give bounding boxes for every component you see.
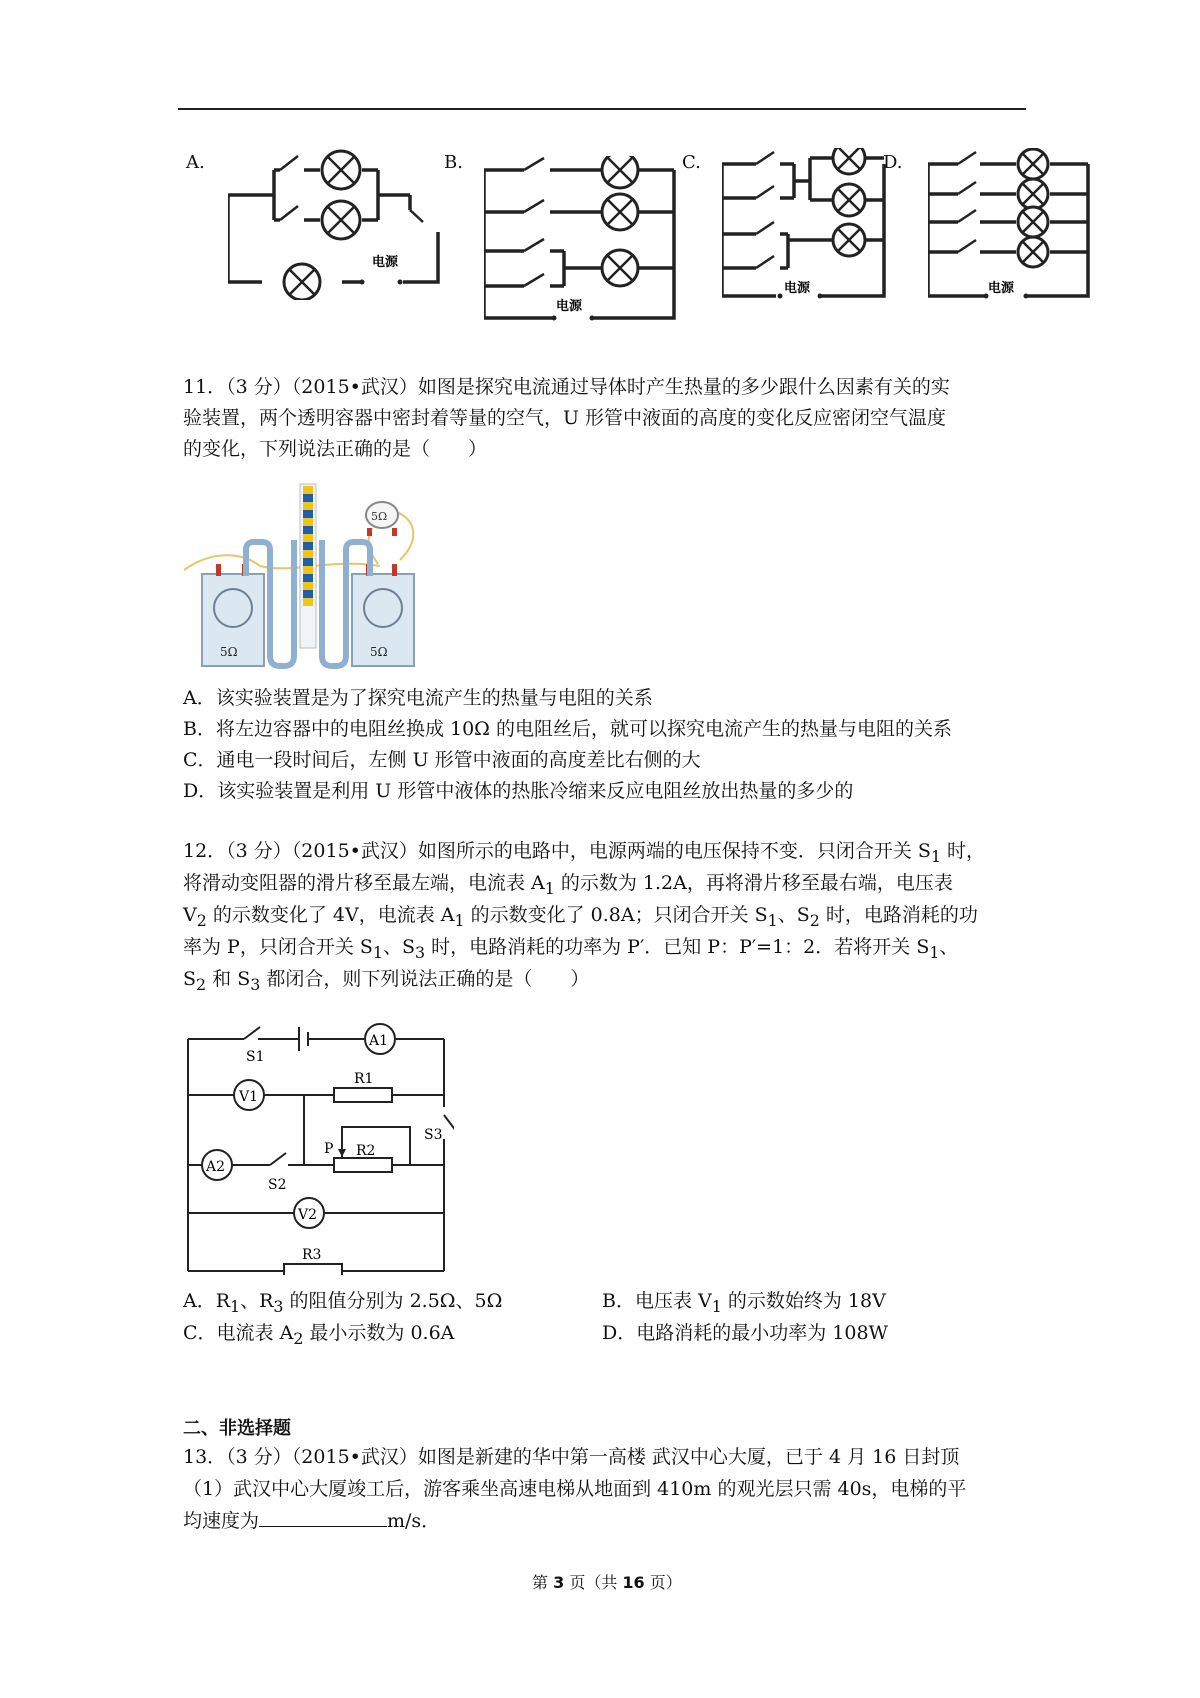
q10-circuit-d [928,148,1098,303]
q11-option-d: D．该实验装置是利用 U 形管中液体的热胀冷缩来反应电阻丝放出热量的多少的 [183,780,854,802]
q12-v1-label: V1 [239,1089,259,1105]
q12-stem-line2: 将滑动变阻器的滑片移至最左端，电流表 $A_1$ 的示数为 1.2A，再将滑片移至最右端，电压表 [183,872,953,898]
q11-option-c: C．通电一段时间后，左侧 U 形管中液面的高度差比右侧的大 [183,749,701,771]
q12-stem-line3: $V_2$ 的示数变化了 4V，电流表 $A_1$ 的示数变化了 0.8A；只闭合开关 $S_1$、$S_2$ 时，电路消耗的功 [183,904,978,930]
q13-stem-line2: （1）武汉中心大厦竣工后，游客乘坐高速电梯从地面到 410m 的观光层只需 40s，电梯的平 [183,1478,967,1500]
q12-a1-label: A1 [369,1033,389,1049]
q12-r3-label: R3 [302,1247,322,1263]
q10-d-power-label: 电源 [988,281,1015,296]
q11-stem-line1: 11．（3 分）（2015•武汉）如图是探究电流通过导体时产生热量的多少跟什么因素有关的实 [183,376,950,398]
q12-stem-line5: $S_2$ 和 $S_3$ 都闭合，则下列说法正确的是（ ） [183,968,590,994]
q10-option-a-label: A. [186,152,205,173]
q10-a-power-label: 电源 [372,255,399,270]
q11-r-right-label: 5Ω [370,645,388,659]
q11-apparatus-figure [182,478,432,673]
q10-circuit-b [484,156,684,326]
q12-option-b: B．电压表 $V_1$ 的示数始终为 18V [602,1290,886,1316]
q10-option-b-label: B. [444,152,463,173]
q10-circuit-c [722,148,892,303]
page-footer: 第 3 页（共 16 页） [532,1573,682,1592]
q12-p-label: P [324,1141,334,1157]
q12-option-d: D．电路消耗的最小功率为 108W [602,1322,889,1344]
q10-circuit-a [228,140,458,300]
q11-r-top-label: 5Ω [371,510,388,523]
q10-c-power-label: 电源 [784,281,811,296]
q10-option-c-label: C. [682,152,701,173]
q12-s1-label: S1 [246,1049,265,1065]
section-heading: 二、非选择题 [183,1418,291,1439]
q12-stem-line4: 率为 P，只闭合开关 $S_1$、$S_3$ 时，电路消耗的功率为 P′．已知 P：P′=1：2．若将开关 $S_1$、 [183,936,959,962]
header-rule [178,108,1026,110]
q11-option-a: A．该实验装置是为了探究电流产生的热量与电阻的关系 [183,687,653,709]
q12-a2-label: A2 [206,1159,226,1175]
q12-s2-label: S2 [268,1177,287,1193]
q13-answer-blank[interactable] [259,1508,387,1527]
q11-stem-line3: 的变化，下列说法正确的是（ ） [183,438,488,460]
q12-circuit-figure [184,1015,454,1275]
q12-stem-line1: 12．（3 分）（2015•武汉）如图所示的电路中，电源两端的电压保持不变．只闭合开关 $S_1$ 时， [183,840,986,866]
q11-r-left-label: 5Ω [220,645,238,659]
q12-option-a: A．$R_1$、$R_3$ 的阻值分别为 2.5Ω、5Ω [183,1290,503,1316]
q12-v2-label: V2 [298,1207,318,1223]
q12-r1-label: R1 [354,1071,374,1087]
q10-b-power-label: 电源 [556,299,583,314]
q12-r2-label: R2 [356,1143,376,1159]
q11-option-b: B．将左边容器中的电阻丝换成 10Ω 的电阻丝后，就可以探究电流产生的热量与电阻的关系 [183,718,952,740]
q12-s3-label: S3 [424,1127,443,1143]
q11-stem-line2: 验装置，两个透明容器中密封着等量的空气，U 形管中液面的高度的变化反应密闭空气温度 [183,407,947,429]
q13-stem-line3: 均速度为 m/s． [183,1510,441,1532]
q13-stem-line1: 13．（3 分）（2015•武汉）如图是新建的华中第一高楼 武汉中心大厦，已于 4 月 16 日封顶 [183,1446,960,1468]
q12-option-c: C．电流表 $A_2$ 最小示数为 0.6A [183,1322,455,1348]
q10-option-d-label: D. [883,152,903,173]
